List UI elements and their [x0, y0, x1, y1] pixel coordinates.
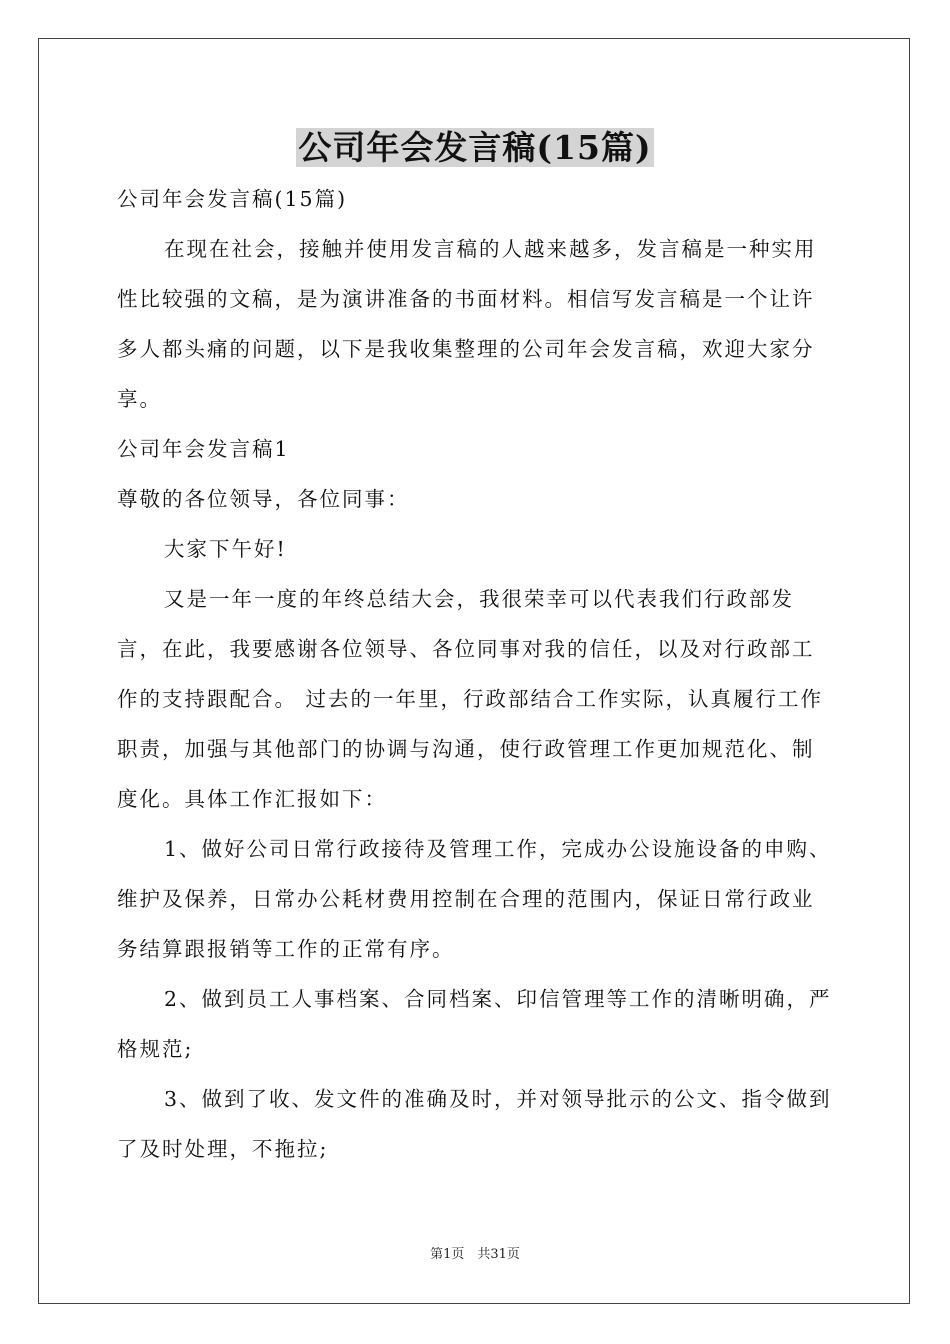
intro-paragraph: 在现在社会，接触并使用发言稿的人越来越多，发言稿是一种实用性比较强的文稿，是为演讲准备的书面材料。相信写发言稿是一个让许多人都头痛的问题，以下是我收集整理的公司年会发言稿，欢迎大家分享。 [117, 237, 817, 411]
list-item-2: 2、做到员工人事档案、合同档案、印信管理等工作的清晰明确，严格规范; [117, 987, 832, 1061]
document-title-text: 公司年会发言稿(15篇) [298, 128, 652, 167]
greeting: 大家下午好! [164, 537, 287, 561]
section-heading: 公司年会发言稿1 [117, 437, 290, 461]
body-paragraph: 又是一年一度的年终总结大会，我很荣幸可以代表我们行政部发言，在此，我要感谢各位领导、各位同事对我的信任，以及对行政部工作的支持跟配合。 过去的一年里，行政部结合工作实际，认真履行工作职责，加强与其他部门的协调与沟通，使行政管理工作更加规范化、制度化。具体工作汇报如下： [117, 587, 824, 811]
page-footer: 第1页 共31页 [430, 1247, 520, 1262]
list-item-1: 1、做好公司日常行政接待及管理工作，完成办公设施设备的申购、维护及保养，日常办公耗材费用控制在合理的范围内，保证日常行政业务结算跟报销等工作的正常有序。 [117, 837, 832, 961]
salutation: 尊敬的各位领导，各位同事： [117, 487, 410, 511]
list-item-3: 3、做到了收、发文件的准确及时，并对领导批示的公文、指令做到了及时处理，不拖拉; [117, 1087, 832, 1161]
document-body [117, 174, 833, 1174]
document-subtitle: 公司年会发言稿(15篇) [117, 187, 348, 211]
document-title [0, 126, 950, 170]
